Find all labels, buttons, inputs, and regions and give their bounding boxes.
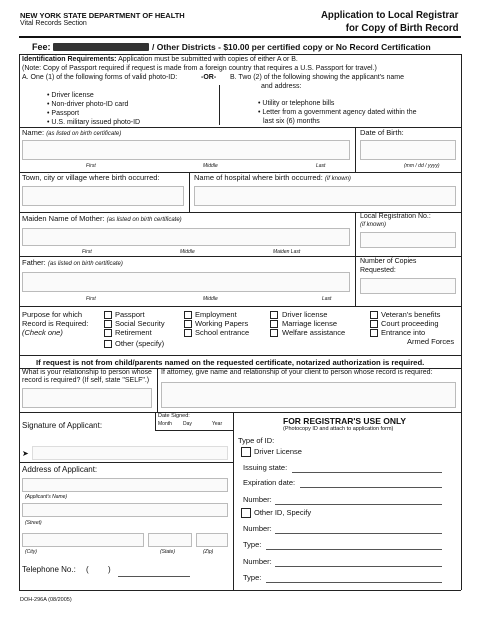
- applicant-name-caption: (Applicant's Name): [25, 494, 68, 500]
- registration-input[interactable]: [360, 232, 456, 248]
- id-b-item: • Letter from a government agency dated within the: [258, 109, 417, 116]
- mother-label-text: Maiden Name of Mother:: [22, 214, 105, 223]
- checkbox-employment[interactable]: [184, 311, 192, 319]
- issuing-state-input[interactable]: [292, 472, 442, 473]
- agency-name: NEW YORK STATE DEPARTMENT OF HEALTH: [20, 11, 185, 20]
- checkbox-school-entrance[interactable]: [184, 329, 192, 337]
- id-option-b: B. Two (2) of the following showing the applicant's name: [230, 74, 404, 81]
- reg-driver-license-label: Driver License: [254, 447, 302, 456]
- state-input[interactable]: [148, 533, 192, 547]
- checkbox-welfare[interactable]: [270, 329, 278, 337]
- id-option-a: A. One (1) of the following forms of valid photo-ID:: [22, 74, 178, 81]
- father-middle-caption: Middle: [203, 296, 218, 302]
- notarization-notice: If request is not from child/parents named on the requested certificate, notarized authorization is required.: [36, 358, 425, 367]
- signature-input[interactable]: [32, 446, 228, 460]
- type-2-label: Type:: [243, 573, 262, 582]
- father-label-text: Father:: [22, 258, 46, 267]
- registrar-subtitle: (Photocopy ID and attach to application form): [283, 426, 394, 432]
- date-signed-label: Date Signed:: [158, 413, 190, 419]
- section-name: Vital Records Section: [20, 20, 87, 27]
- father-last-caption: Last: [322, 296, 332, 302]
- town-input[interactable]: [22, 186, 184, 206]
- option-other: [115, 339, 164, 348]
- name-last-caption: Last: [316, 163, 326, 169]
- mother-maiden-caption: Maiden Last: [273, 249, 301, 255]
- mother-input[interactable]: [22, 228, 350, 246]
- purpose-label-3: (Check one): [22, 328, 63, 337]
- name-hint: (as listed on birth certificate): [46, 131, 122, 137]
- form-title-line1: Application to Local Registrar: [320, 9, 458, 21]
- father-hint: (as listed on birth certificate): [47, 261, 123, 267]
- id-note: (Note: Copy of Passport required if request is made from a foreign country that requires a U.S. Passport for travel.): [22, 65, 377, 72]
- dl-number-label: Number:: [243, 495, 272, 504]
- purpose-label-1: Purpose for which: [22, 310, 83, 319]
- option-social-security: Social Security: [115, 319, 165, 328]
- option-court: Court proceeding: [381, 319, 439, 328]
- mother-hint: (as listed on birth certificate): [106, 217, 182, 223]
- mother-label: [22, 214, 182, 223]
- id-a-item: • Non-driver photo-ID card: [47, 101, 129, 108]
- form-number: DOH-296A (08/2005): [20, 597, 72, 603]
- relationship-question-2: record is required? (If self, state "SELF".): [22, 377, 150, 384]
- hospital-label: [194, 173, 351, 182]
- date-month-caption: Month: [158, 421, 172, 427]
- purpose-label-2: Record is Required:: [22, 319, 89, 328]
- redacted-county-fee: [53, 43, 149, 51]
- date-day-caption: Day: [183, 421, 192, 427]
- form-title-line2: for Copy of Birth Record: [345, 22, 458, 34]
- header-rule: [19, 36, 461, 38]
- id-or: -OR-: [201, 74, 217, 81]
- town-label: Town, city or village where birth occurred:: [22, 173, 160, 182]
- expiration-input[interactable]: [300, 487, 442, 488]
- id-b-item: • Utility or telephone bills: [258, 100, 335, 107]
- id-option-b-2: and address:: [261, 83, 302, 90]
- mother-middle-caption: Middle: [180, 249, 195, 255]
- id-a-item: • Passport: [47, 110, 80, 117]
- option-entrance-into: Entrance into: [381, 328, 426, 337]
- registration-label: Local Registration No.:: [360, 213, 431, 220]
- mother-first-caption: First: [82, 249, 92, 255]
- type-of-id-label: Type of ID:: [238, 436, 275, 445]
- address-label: Address of Applicant:: [22, 465, 98, 474]
- father-label: [22, 258, 123, 267]
- other-id-label: Other ID, Specify: [254, 508, 312, 517]
- expiration-label: Expiration date:: [243, 478, 296, 487]
- dob-label: Date of Birth:: [360, 128, 404, 137]
- fee-text: / Other Districts - $10.00 per certified copy or No Record Certification: [152, 42, 431, 52]
- zip-input[interactable]: [196, 533, 228, 547]
- checkbox-driver-license[interactable]: [270, 311, 278, 319]
- other-type-label: Type:: [243, 540, 262, 549]
- dl-number-input[interactable]: [275, 504, 442, 505]
- state-caption: (State): [160, 549, 176, 555]
- name-label: [22, 128, 121, 137]
- checkbox-working-papers[interactable]: [184, 320, 192, 328]
- dob-input[interactable]: [360, 140, 456, 160]
- hospital-hint: (if known): [324, 176, 351, 182]
- father-input[interactable]: [22, 272, 350, 292]
- relationship-question-1: What is your relationship to person whose: [22, 369, 152, 376]
- option-welfare: Welfare assistance: [282, 328, 346, 337]
- id-a-item: • Driver license: [47, 92, 94, 99]
- checkbox-passport[interactable]: [104, 311, 112, 319]
- name-label-text: Name:: [22, 128, 45, 137]
- telephone-input[interactable]: [118, 576, 190, 577]
- other-number-input[interactable]: [275, 533, 442, 534]
- number-3-label: Number:: [243, 557, 272, 566]
- option-veterans: Veteran's benefits: [381, 310, 441, 319]
- checkbox-armed-forces[interactable]: [370, 329, 378, 337]
- id-text: Application must be submitted with copies of either A or B.: [118, 56, 298, 63]
- attorney-question: If attorney, give name and relationship of your client to person whose record is required:: [161, 369, 433, 376]
- copies-label: Number of Copies: [360, 258, 417, 265]
- phone-paren-close: ): [108, 565, 111, 574]
- option-employment: Employment: [195, 310, 237, 319]
- id-requirements: [22, 56, 298, 63]
- type-2-input[interactable]: [266, 582, 442, 583]
- other-type-input[interactable]: [266, 549, 442, 550]
- city-input[interactable]: [22, 533, 144, 547]
- attorney-input[interactable]: [161, 382, 456, 408]
- checkbox-reg-driver-license[interactable]: [241, 447, 251, 457]
- date-format-caption: (mm / dd / yyyy): [404, 163, 440, 169]
- checkbox-court[interactable]: [370, 320, 378, 328]
- other-number-label: Number:: [243, 524, 272, 533]
- city-caption: (City): [25, 549, 37, 555]
- id-a-item: • U.S. military issued photo-ID: [47, 119, 141, 126]
- option-school-entrance: School entrance: [195, 328, 250, 337]
- registration-hint: (if known): [360, 222, 387, 228]
- option-driver-license: Driver license: [282, 310, 328, 319]
- copies-input[interactable]: [360, 278, 456, 294]
- date-year-caption: Year: [212, 421, 223, 427]
- id-heading: Identification Requirements:: [22, 56, 117, 63]
- name-first-caption: First: [86, 163, 96, 169]
- relationship-input[interactable]: [22, 388, 152, 408]
- checkbox-marriage-license[interactable]: [270, 320, 278, 328]
- number-3-input[interactable]: [275, 566, 442, 567]
- name-middle-caption: Middle: [203, 163, 218, 169]
- registrar-title: FOR REGISTRAR'S USE ONLY: [283, 416, 407, 426]
- phone-paren-open: (: [86, 565, 89, 574]
- copies-label-2: Requested:: [360, 267, 396, 274]
- signature-arrow-icon: ➤: [22, 449, 29, 458]
- option-retirement: Retirement: [115, 328, 152, 337]
- option-working-papers: Working Papers: [195, 319, 249, 328]
- applicant-name-input[interactable]: [22, 478, 228, 492]
- checkbox-veterans[interactable]: [370, 311, 378, 319]
- issuing-state-label: Issuing state:: [243, 463, 288, 472]
- option-armed-forces: Armed Forces: [407, 337, 455, 346]
- checkbox-other[interactable]: [104, 340, 112, 348]
- zip-caption: (Zip): [203, 549, 214, 555]
- option-other-text: Other (specify): [115, 339, 165, 348]
- option-marriage-license: Marriage license: [282, 319, 338, 328]
- father-first-caption: First: [86, 296, 96, 302]
- street-input[interactable]: [22, 503, 228, 517]
- checkbox-retirement[interactable]: [104, 329, 112, 337]
- checkbox-social-security[interactable]: [104, 320, 112, 328]
- hospital-input[interactable]: [194, 186, 456, 206]
- option-passport: Passport: [115, 310, 145, 319]
- street-caption: (Street): [25, 520, 42, 526]
- checkbox-other-id[interactable]: [241, 508, 251, 518]
- hospital-label-text: Name of hospital where birth occurred:: [194, 173, 323, 182]
- id-b-item: last six (6) months: [263, 118, 320, 125]
- name-input[interactable]: [22, 140, 350, 160]
- fee-label: Fee:: [32, 42, 51, 52]
- signature-label: Signature of Applicant:: [22, 421, 103, 430]
- telephone-label: Telephone No.:: [22, 565, 76, 574]
